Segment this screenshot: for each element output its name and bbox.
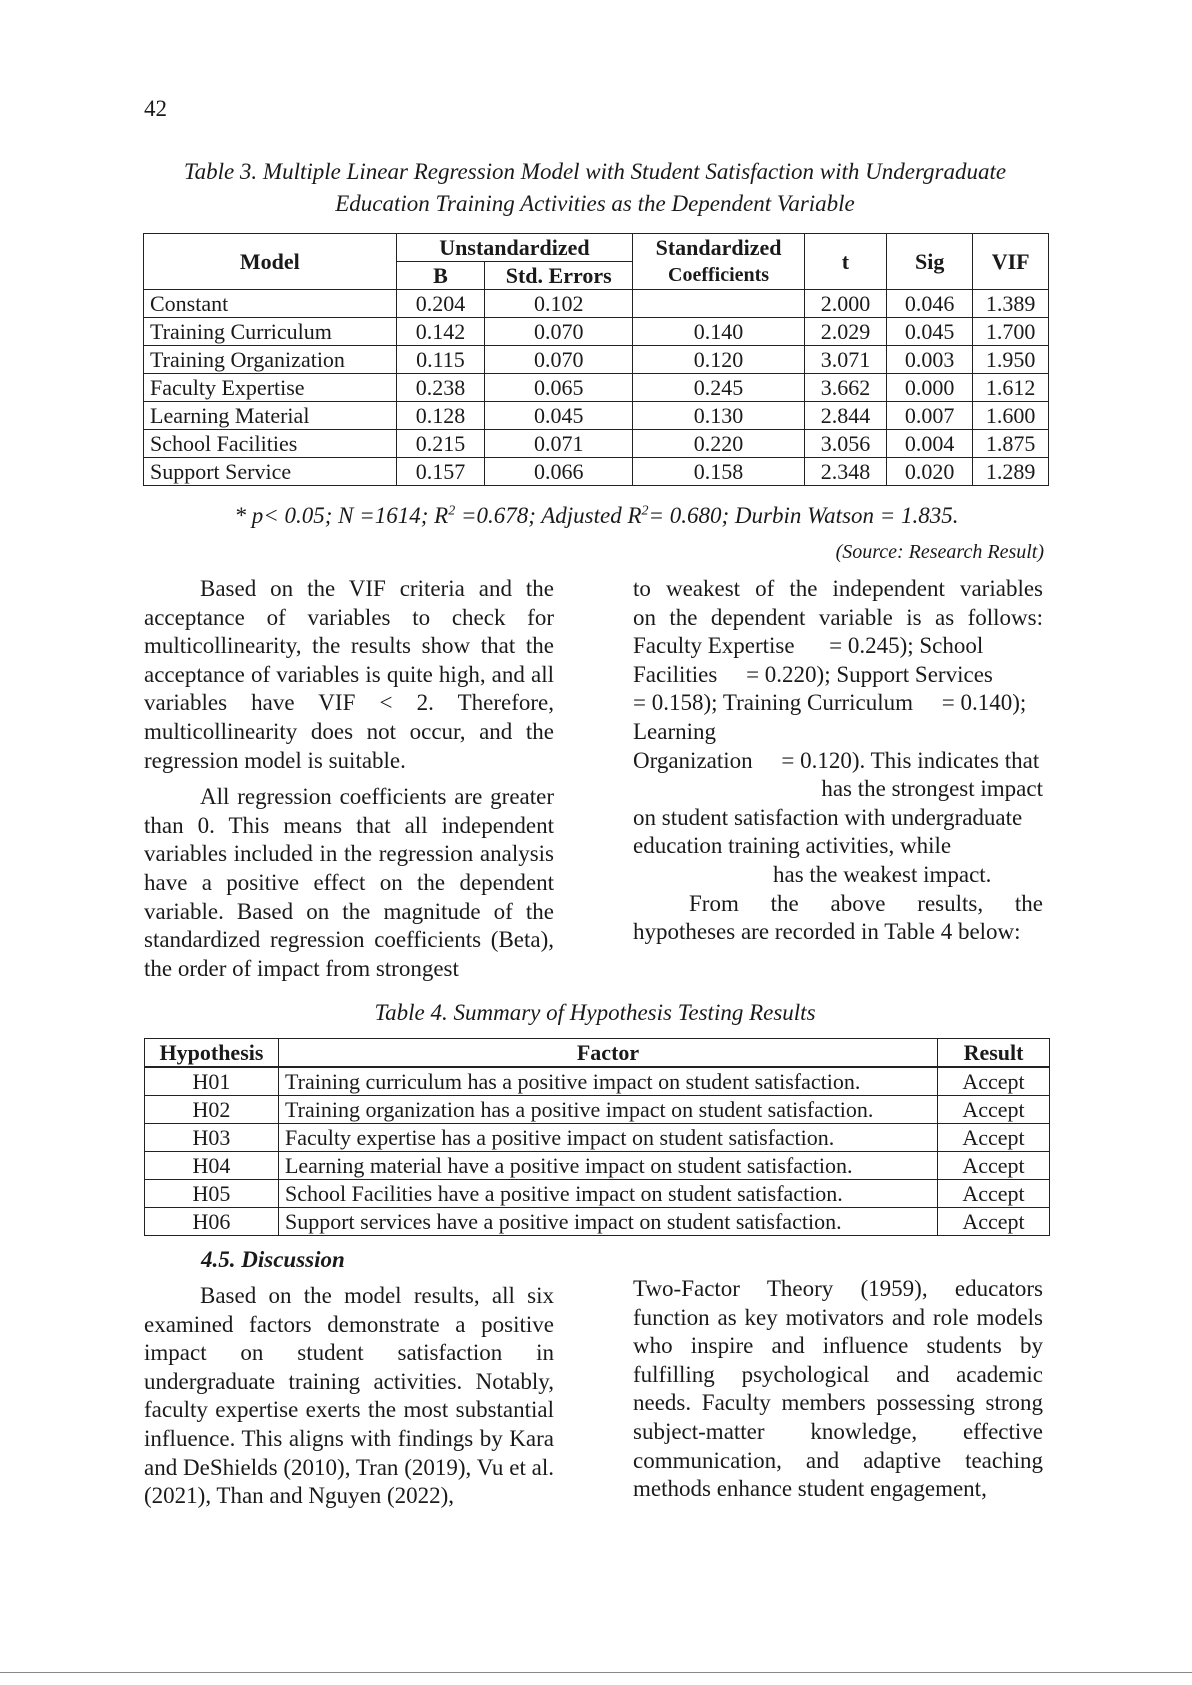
page-bottom-rule [0,1672,1192,1673]
row-sig: 0.000 [886,374,972,402]
row-model: Constant [144,290,397,318]
table-row [145,1180,1050,1208]
row-hypothesis: H06 [145,1208,279,1236]
row-t: 2.844 [804,402,886,430]
table3-note [144,503,1049,529]
header-std-errors: Std. Errors [485,262,633,290]
text-line: has the weakest impact. [773,861,992,887]
paragraph: Two-Factor Theory (1959), educators function as key motivators and role models who inspire and influence students by fulfilling psychological and academic needs. Faculty members possessing strong subject-matter knowledge, effective communication, and adaptive teaching methods enhance student engagement, [633,1276,1043,1502]
note-part: * p< 0.05; N =1614; R [234,503,449,528]
header-hypothesis: Hypothesis [145,1039,279,1068]
row-t: 3.071 [804,346,886,374]
row-t: 2.348 [804,458,886,486]
header-standardized: Standardized [633,234,805,262]
header-coefficients: Coefficients [633,262,805,290]
row-b: 0.238 [396,374,485,402]
text-line: Learning [633,718,717,744]
paragraph: Based on the VIF criteria and the acceptance of variables to check for multicollinearity, the results show that the acceptance of variables is quite high, and all variables have VIF < 2. Therefore, multicollinearity does not occur, and the regression model is suitable. [144,576,554,773]
row-b: 0.204 [396,290,485,318]
table3-caption-line1: Table 3. Multiple Linear Regression Model with Student Satisfaction with Undergraduate [183,159,1007,184]
row-result: Accept [938,1152,1050,1180]
row-sig: 0.007 [886,402,972,430]
row-sig: 0.020 [886,458,972,486]
table-row [144,318,1049,346]
row-hypothesis: H04 [145,1152,279,1180]
regression-table [143,233,1049,486]
text-line: Faculty Expertise = 0.245); School [633,633,984,659]
hypothesis-table [144,1038,1050,1236]
row-result: Accept [938,1208,1050,1236]
table-row [145,1096,1050,1124]
row-b: 0.128 [396,402,485,430]
table-row [145,1124,1050,1152]
body-column-right [633,575,1043,947]
text-line: Organization = 0.120). This indicates that [633,747,1040,773]
row-hypothesis: H03 [145,1124,279,1152]
header-result: Result [938,1039,1050,1068]
row-sig: 0.045 [886,318,972,346]
row-se: 0.102 [485,290,633,318]
text-line: on student satisfaction with undergraduate [633,804,1023,830]
text-line: = 0.158); Training Curriculum = 0.140); [633,690,1027,716]
row-t: 3.056 [804,430,886,458]
row-model: School Facilities [144,430,397,458]
header-t: t [804,234,886,290]
table3-caption-line2: Education Training Activities as the Dependent Variable [335,191,855,216]
header-vif: VIF [973,234,1049,290]
row-b: 0.142 [396,318,485,346]
row-model: Training Curriculum [144,318,397,346]
row-sig: 0.003 [886,346,972,374]
note-superscript: 2 [448,503,456,519]
row-vif: 1.389 [973,290,1049,318]
header-b: B [396,262,485,290]
row-t: 2.000 [804,290,886,318]
row-factor: Support services have a positive impact on student satisfaction. [278,1208,937,1236]
header-factor: Factor [278,1039,937,1068]
note-part: = 0.680; Durbin Watson = 1.835. [648,503,959,528]
row-beta: 0.130 [633,402,805,430]
row-vif: 1.600 [973,402,1049,430]
row-se: 0.070 [485,346,633,374]
row-beta: 0.140 [633,318,805,346]
table-row [144,346,1049,374]
table-row [144,458,1049,486]
row-model: Training Organization [144,346,397,374]
row-t: 2.029 [804,318,886,346]
row-result: Accept [938,1180,1050,1208]
table-row [144,430,1049,458]
row-hypothesis: H02 [145,1096,279,1124]
table-row [145,1152,1050,1180]
row-model: Support Service [144,458,397,486]
paragraph: From the above results, the hypotheses are recorded in Table 4 below: [633,890,1043,945]
note-part: =0.678; Adjusted R [455,503,642,528]
row-b: 0.115 [396,346,485,374]
row-se: 0.065 [485,374,633,402]
table3-caption [145,156,1045,220]
table-row [144,374,1049,402]
row-factor: Training curriculum has a positive impact on student satisfaction. [278,1067,937,1096]
row-beta [633,290,805,318]
row-vif: 1.289 [973,458,1049,486]
table-row [145,1208,1050,1236]
section-heading: 4.5. Discussion [201,1247,345,1272]
table-row [144,402,1049,430]
row-hypothesis: H05 [145,1180,279,1208]
text-line: to weakest of the independent variables [633,576,1043,601]
row-result: Accept [938,1096,1050,1124]
table4-caption: Table 4. Summary of Hypothesis Testing Results [374,1000,816,1025]
header-unstandardized: Unstandardized [396,234,633,262]
paragraph: Based on the model results, all six examined factors demonstrate a positive impact on student satisfaction in undergraduate training activities. Notably, faculty expertise exerts the most substantial influence. This aligns with findings by Kara and DeShields (2010), Tran (2019), Vu et al. (2021), Than and Nguyen (2022), [144,1283,554,1509]
row-factor: Training organization has a positive impact on student satisfaction. [278,1096,937,1124]
row-sig: 0.046 [886,290,972,318]
text-line: on the dependent variable is as follows: [633,604,1043,630]
row-beta: 0.220 [633,430,805,458]
row-b: 0.157 [396,458,485,486]
row-se: 0.070 [485,318,633,346]
discussion-column-left [144,1282,554,1511]
row-factor: School Facilities have a positive impact on student satisfaction. [278,1180,937,1208]
row-model: Faculty Expertise [144,374,397,402]
row-t: 3.662 [804,374,886,402]
row-vif: 1.875 [973,430,1049,458]
row-factor: Learning material have a positive impact on student satisfaction. [278,1152,937,1180]
row-vif: 1.612 [973,374,1049,402]
header-model: Model [144,234,397,290]
page-number: 42 [144,96,167,121]
row-model: Learning Material [144,402,397,430]
row-beta: 0.245 [633,374,805,402]
row-vif: 1.700 [973,318,1049,346]
table-row [145,1067,1050,1096]
row-se: 0.066 [485,458,633,486]
text-line: Facilities = 0.220); Support Services [633,661,993,687]
discussion-column-right [633,1275,1043,1504]
header-sig: Sig [886,234,972,290]
body-column-left [144,575,554,983]
row-result: Accept [938,1067,1050,1096]
table3-source: (Source: Research Result) [835,541,1044,563]
row-result: Accept [938,1124,1050,1152]
text-line: has the strongest impact [821,776,1043,802]
row-se: 0.071 [485,430,633,458]
row-sig: 0.004 [886,430,972,458]
paragraph: All regression coefficients are greater than 0. This means that all independent variables included in the regression analysis have a positive effect on the dependent variable. Based on the magnitude of the standardized regression coefficients (Beta), the order of impact from strongest [144,784,554,981]
table-row [144,290,1049,318]
row-factor: Faculty expertise has a positive impact on student satisfaction. [278,1124,937,1152]
row-vif: 1.950 [973,346,1049,374]
text-line: education training activities, while [633,833,952,859]
note-superscript: 2 [641,503,649,519]
row-se: 0.045 [485,402,633,430]
row-beta: 0.158 [633,458,805,486]
row-b: 0.215 [396,430,485,458]
row-beta: 0.120 [633,346,805,374]
row-hypothesis: H01 [145,1067,279,1096]
